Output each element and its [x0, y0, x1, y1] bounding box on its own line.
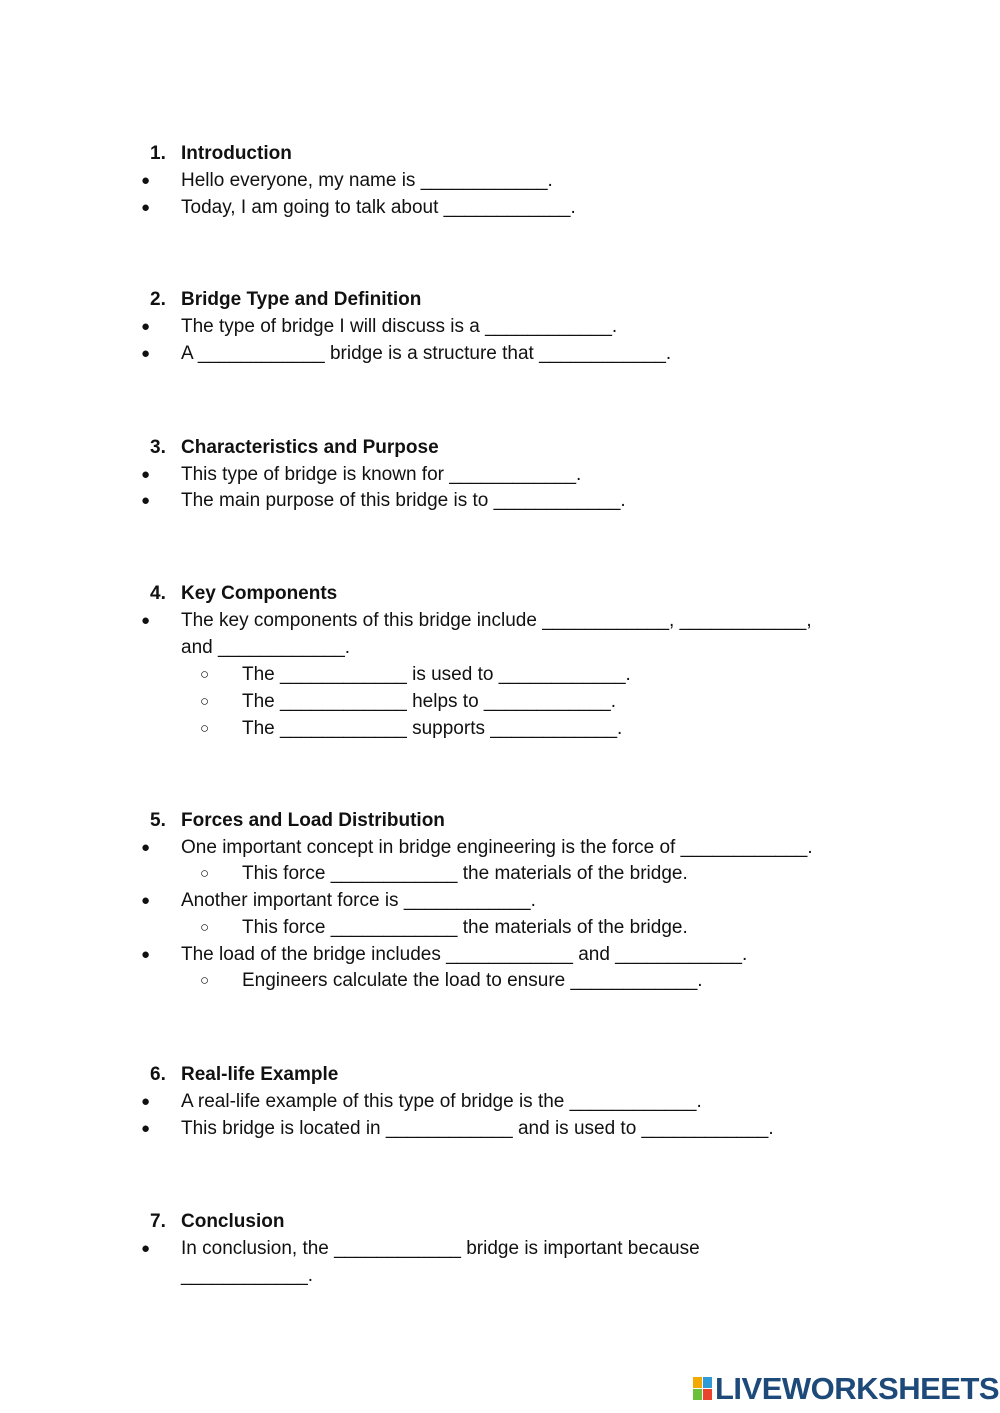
list-item: The key components of this bridge include ____________, ____________, — [181, 610, 812, 631]
section-title: Forces and Load Distribution — [181, 810, 445, 831]
list-item: The type of bridge I will discuss is a ____________. — [181, 316, 618, 337]
bullet: ● — [141, 318, 151, 335]
list-item: A ____________ bridge is a structure that ____________. — [181, 343, 672, 364]
section-title: Bridge Type and Definition — [181, 289, 422, 310]
section-number: 2. — [150, 289, 166, 310]
section-title: Real-life Example — [181, 1064, 339, 1085]
bullet: ● — [141, 892, 151, 909]
list-item: Hello everyone, my name is ____________. — [181, 170, 553, 191]
logo-grid-icon — [693, 1377, 713, 1401]
section-number: 1. — [150, 143, 166, 164]
list-item: This type of bridge is known for ____________. — [181, 464, 582, 485]
bullet: ● — [141, 466, 151, 483]
sub-bullet: ○ — [200, 693, 210, 710]
sub-list-item: This force ____________ the materials of the bridge. — [242, 917, 688, 938]
section-number: 4. — [150, 583, 166, 604]
sub-bullet: ○ — [200, 972, 210, 989]
list-item: This bridge is located in ____________ and is used to ____________. — [181, 1118, 774, 1139]
sub-list-item: The ____________ helps to ____________. — [242, 691, 617, 712]
bullet: ● — [141, 345, 151, 362]
sub-list-item: This force ____________ the materials of the bridge. — [242, 863, 688, 884]
bullet: ● — [141, 612, 151, 629]
bullet: ● — [141, 1093, 151, 1110]
bullet: ● — [141, 946, 151, 963]
bullet: ● — [141, 199, 151, 216]
section-title: Introduction — [181, 143, 292, 164]
section-title: Key Components — [181, 583, 338, 604]
list-item-continuation: and ____________. — [181, 637, 351, 658]
section-title: Characteristics and Purpose — [181, 437, 439, 458]
section-number: 7. — [150, 1211, 166, 1232]
sub-bullet: ○ — [200, 919, 210, 936]
sub-bullet: ○ — [200, 865, 210, 882]
list-item: The main purpose of this bridge is to ____________. — [181, 490, 626, 511]
sub-list-item: Engineers calculate the load to ensure ____________. — [242, 970, 703, 991]
sub-bullet: ○ — [200, 720, 210, 737]
bullet: ● — [141, 1120, 151, 1137]
section-number: 6. — [150, 1064, 166, 1085]
list-item: In conclusion, the ____________ bridge is important because — [181, 1238, 700, 1259]
bullet: ● — [141, 492, 151, 509]
section-number: 3. — [150, 437, 166, 458]
bullet: ● — [141, 839, 151, 856]
list-item: A real-life example of this type of bridge is the ____________. — [181, 1091, 702, 1112]
list-item: One important concept in bridge engineering is the force of ____________. — [181, 837, 813, 858]
list-item: Today, I am going to talk about ____________. — [181, 197, 576, 218]
sub-list-item: The ____________ is used to ____________. — [242, 664, 631, 685]
logo-text: LIVEWORKSHEETS — [715, 1371, 1000, 1406]
list-item-continuation: ____________. — [181, 1265, 314, 1286]
section-title: Conclusion — [181, 1211, 285, 1232]
bullet: ● — [141, 172, 151, 189]
sub-list-item: The ____________ supports ____________. — [242, 718, 623, 739]
sub-bullet: ○ — [200, 666, 210, 683]
liveworksheets-logo — [693, 1371, 1000, 1407]
list-item: Another important force is ____________. — [181, 890, 536, 911]
section-number: 5. — [150, 810, 166, 831]
list-item: The load of the bridge includes ____________ and ____________. — [181, 944, 748, 965]
bullet: ● — [141, 1240, 151, 1257]
